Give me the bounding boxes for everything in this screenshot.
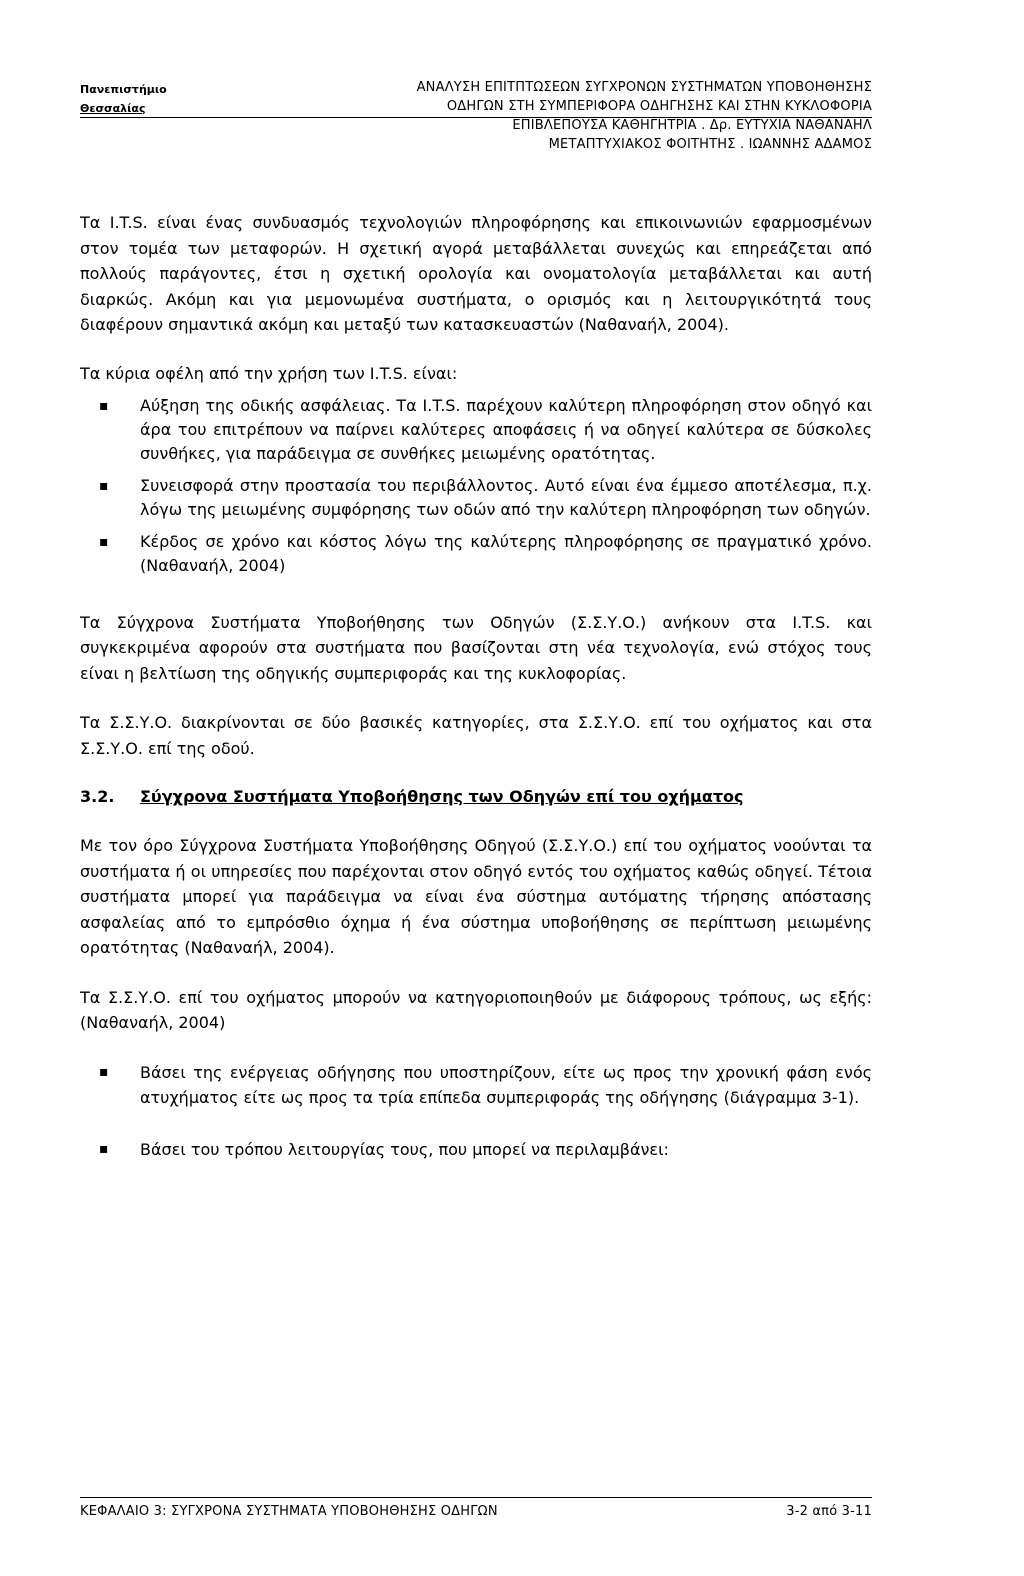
criteria-list — [80, 1060, 872, 1163]
classification-paragraph: Τα Σ.Σ.Υ.Ο. επί του οχήματος μπορούν να κατηγοριοποιηθούν με διάφορους τρόπους, ως εξής: (Ναθαναήλ, 2004) — [80, 987, 872, 1032]
benefits-list — [80, 394, 872, 578]
sss-intro-paragraph: Τα Σύγχρονα Συστήματα Υποβοήθησης των Οδηγών (Σ.Σ.Υ.Ο.) ανήκουν στα I.T.S. και συγκεκριμένα αφορούν στα συστήματα που βασίζονται στη νέα τεχνολογία, ενώ στόχος τους είναι η βελτίωση της οδηγικής συμπεριφοράς και της κυκλοφορίας. — [80, 612, 872, 683]
categories-paragraph: Τα Σ.Σ.Υ.Ο. διακρίνονται σε δύο βασικές κατηγορίες, στα Σ.Σ.Υ.Ο. επί του οχήματος και στα Σ.Σ.Υ.Ο. επί της οδού. — [80, 713, 872, 758]
header-divider — [80, 117, 872, 118]
bullet-icon: ▪ — [99, 533, 109, 550]
definition-paragraph: Με τον όρο Σύγχρονα Συστήματα Υποβοήθησης Οδηγού (Σ.Σ.Υ.Ο.) επί του οχήματος νοούνται τα συστήματα ή οι υπηρεσίες που παρέχονται στον οδηγό εντός του οχήματος καθώς οδηγεί. Τέτοια συστήματα μπορεί για παράδειγμα να είναι ένα σύστημα αυτόματης τήρησης απόστασης ασφαλείας από το εμπρόσθιο όχημα ή ένα σύστημα υποβοήθησης σε περίπτωση μειωμένης ορατότητας (Ναθαναήλ, 2004). — [80, 836, 872, 957]
bullet-icon: ▪ — [99, 397, 109, 414]
bullet-icon: ▪ — [99, 477, 109, 494]
page-footer — [80, 1497, 872, 1519]
university-name — [80, 80, 165, 118]
section-number: 3.2. — [80, 787, 115, 806]
page-number: 3-2 από 3-11 — [786, 1504, 872, 1519]
document-body — [80, 210, 872, 1162]
bullet-icon: ▪ — [99, 1140, 109, 1157]
university-line-1: Πανεπιστήμιο — [80, 83, 167, 96]
section-title: Σύγχρονα Συστήματα Υποβοήθησης των Οδηγών επί του οχήματος — [140, 787, 744, 806]
thesis-title-line-1: ΑΝΑΛΥΣΗ ΕΠΙΤΠΤΩΣΕΩΝ ΣΥΓΧΡΟΝΩΝ ΣΥΣΤΗΜΑΤΩΝ ΥΠΟΒΟΗΘΗΣΗΣ — [416, 80, 872, 95]
list-item: ▪ Συνεισφορά στην προστασία του περιβάλλοντος. Αυτό είναι ένα έμμεσο αποτέλεσμα, π.χ. λόγω της μειωμένης συμφόρησης των οδών από την καλύτερη πληροφόρηση των οδηγών. — [99, 475, 872, 519]
list-item: ▪ Βάσει της ενέργειας οδήγησης που υποστηρίζουν, είτε ως προς την χρονική φάση ενός ατυχήματος είτε ως προς τα τρία επίπεδα συμπεριφοράς της οδήγησης (διάγραμμα 3-1). — [80, 1060, 872, 1111]
thesis-info — [160, 78, 872, 154]
list-item: ▪ Αύξηση της οδικής ασφάλειας. Τα I.T.S. παρέχουν καλύτερη πληροφόρηση στον οδηγό και άρα του επιτρέπουν να παίρνει καλύτερες αποφάσεις ή να οδηγεί καλύτερα σε δύσκολες συνθήκες, για παράδειγμα σε συνθήκες μειωμένης ορατότητας. — [99, 395, 872, 463]
list-item: ▪ Κέρδος σε χρόνο και κόστος λόγω της καλύτερης πληροφόρησης σε πραγματικό χρόνο. (Ναθαναήλ, 2004) — [99, 531, 872, 575]
benefits-intro: Τα κύρια οφέλη από την χρήση των I.T.S. είναι: — [80, 363, 458, 383]
section-heading — [80, 785, 872, 809]
footer-divider — [80, 1497, 872, 1498]
supervisor-line: ΕΠΙΒΛΕΠΟΥΣΑ ΚΑΘΗΓΗΤΡΙΑ . Δρ. ΕΥΤΥΧΙΑ ΝΑΘΑΝΑΗΛ — [512, 118, 872, 133]
bullet-icon: ▪ — [99, 1063, 109, 1080]
student-line: ΜΕΤΑΠΤΥΧΙΑΚΟΣ ΦΟΙΤΗΤΗΣ . ΙΩΑΝΝΗΣ ΑΔΑΜΟΣ — [548, 137, 872, 152]
intro-paragraph: Τα I.T.S. είναι ένας συνδυασμός τεχνολογιών πληροφόρησης και επικοινωνιών εφαρμοσμένων στον τομέα των μεταφορών. Η σχετική αγορά μεταβάλλεται συνεχώς και επηρεάζεται από πολλούς παράγοντες, έτσι η σχετική ορολογία και ονοματολογία μεταβάλλεται και αυτή διαρκώς. Ακόμη και για μεμονωμένα συστήματα, ο ορισμός και η λειτουργικότητά τους διαφέρουν σημαντικά ακόμη και μεταξύ των κατασκευαστών (Ναθαναήλ, 2004). — [80, 213, 872, 334]
chapter-title: ΚΕΦΑΛΑΙΟ 3: ΣΥΓΧΡΟΝΑ ΣΥΣΤΗΜΑΤΑ ΥΠΟΒΟΗΘΗΣΗΣ ΟΔΗΓΩΝ — [80, 1504, 498, 1519]
university-line-2: Θεσσαλίας — [80, 102, 146, 115]
thesis-title-line-2: ΟΔΗΓΩΝ ΣΤΗ ΣΥΜΠΕΡΙΦΟΡΑ ΟΔΗΓΗΣΗΣ ΚΑΙ ΣΤΗΝ ΚΥΚΛΟΦΟΡΙΑ — [446, 99, 872, 114]
list-item: ▪ Βάσει του τρόπου λειτουργίας τους, που μπορεί να περιλαμβάνει: — [80, 1137, 872, 1163]
